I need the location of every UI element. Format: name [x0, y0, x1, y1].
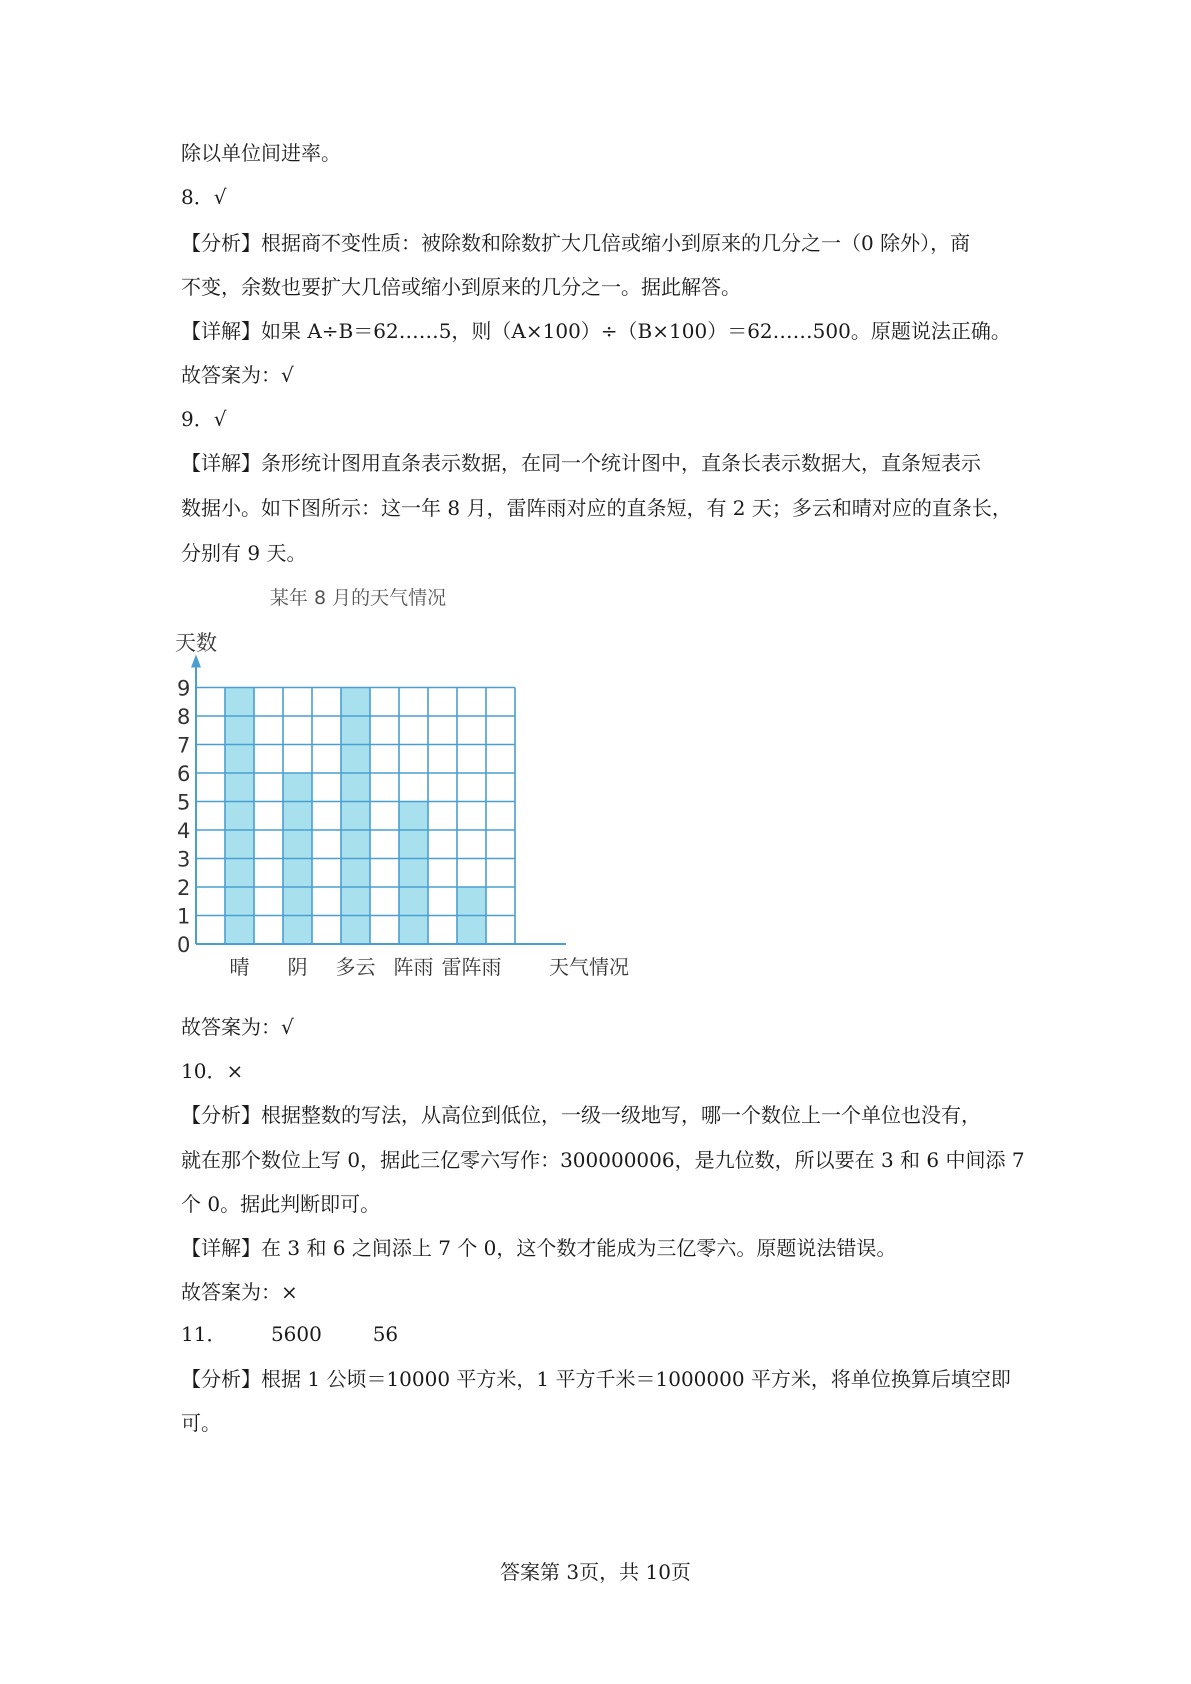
y-axis-arrow	[191, 655, 201, 668]
answer-11: 11． 5600 56	[181, 1322, 399, 1346]
final-answer-9: 故答案为：√	[181, 1015, 294, 1039]
y-axis-label: 天数	[175, 631, 217, 655]
chart-title: 某年 8 月的天气情况	[269, 587, 447, 609]
x-tick-多云: 多云	[335, 955, 376, 979]
final-answer-10: 故答案为：×	[181, 1280, 298, 1304]
bar-阵雨	[399, 802, 428, 945]
y-tick-4: 4	[177, 819, 191, 843]
detail-9-line-1: 【详解】条形统计图用直条表示数据，在同一个统计图中，直条长表示数据大，直条短表示	[181, 451, 981, 475]
y-tick-1: 1	[177, 904, 191, 929]
page-number: 答案第 3页，共 10页	[500, 1560, 691, 1584]
y-tick-2: 2	[177, 876, 191, 900]
bar-多云	[341, 688, 370, 945]
y-tick-9: 9	[177, 676, 191, 701]
detail-9-line-3: 分别有 9 天。	[181, 541, 307, 565]
analysis-11-line-2: 可。	[181, 1411, 221, 1435]
y-tick-3: 3	[177, 847, 191, 872]
y-tick-0: 0	[177, 933, 191, 957]
x-tick-雷阵雨: 雷阵雨	[441, 955, 502, 979]
x-axis-label: 天气情况	[549, 955, 629, 979]
x-tick-晴: 晴	[229, 955, 250, 979]
analysis-11-line-1: 【分析】根据 1 公顷＝10000 平方米，1 平方千米＝1000000 平方米，将单位换算后填空即	[181, 1367, 1011, 1391]
analysis-10-line-2: 就在那个数位上写 0，据此三亿零六写作：300000006，是九位数，所以要在 3 和 6 中间添 7	[181, 1148, 1025, 1172]
analysis-10-line-3: 个 0。据此判断即可。	[181, 1192, 381, 1216]
answer-10: 10．×	[181, 1059, 244, 1083]
y-tick-8: 8	[177, 705, 191, 729]
weather-bar-chart	[175, 580, 715, 1030]
analysis-8-line-2: 不变，余数也要扩大几倍或缩小到原来的几分之一。据此解答。	[181, 275, 741, 299]
analysis-10-line-1: 【分析】根据整数的写法，从高位到低位，一级一级地写，哪一个数位上一个单位也没有，	[181, 1103, 981, 1127]
answer-8: 8．√	[181, 185, 227, 209]
bar-晴	[225, 688, 254, 945]
y-tick-7: 7	[177, 733, 191, 758]
answer-9: 9．√	[181, 407, 227, 431]
analysis-8-line-1: 【分析】根据商不变性质：被除数和除数扩大几倍或缩小到原来的几分之一（0 除外），商	[181, 231, 971, 255]
final-answer-8: 故答案为：√	[181, 363, 294, 387]
detail-10: 【详解】在 3 和 6 之间添上 7 个 0，这个数才能成为三亿零六。原题说法错误。	[181, 1236, 897, 1260]
x-tick-阵雨: 阵雨	[393, 955, 434, 979]
detail-9-line-2: 数据小。如下图所示：这一年 8 月，雷阵雨对应的直条短，有 2 天；多云和晴对应的直条长，	[181, 496, 1012, 520]
y-tick-5: 5	[177, 790, 191, 815]
y-tick-6: 6	[177, 762, 191, 786]
chart-svg	[175, 580, 715, 1000]
detail-8: 【详解】如果 A÷B＝62……5，则（A×100）÷（B×100）＝62……500。原题说法正确。	[181, 319, 1011, 343]
text-line-1: 除以单位间进率。	[181, 141, 341, 165]
x-tick-阴: 阴	[287, 955, 308, 979]
